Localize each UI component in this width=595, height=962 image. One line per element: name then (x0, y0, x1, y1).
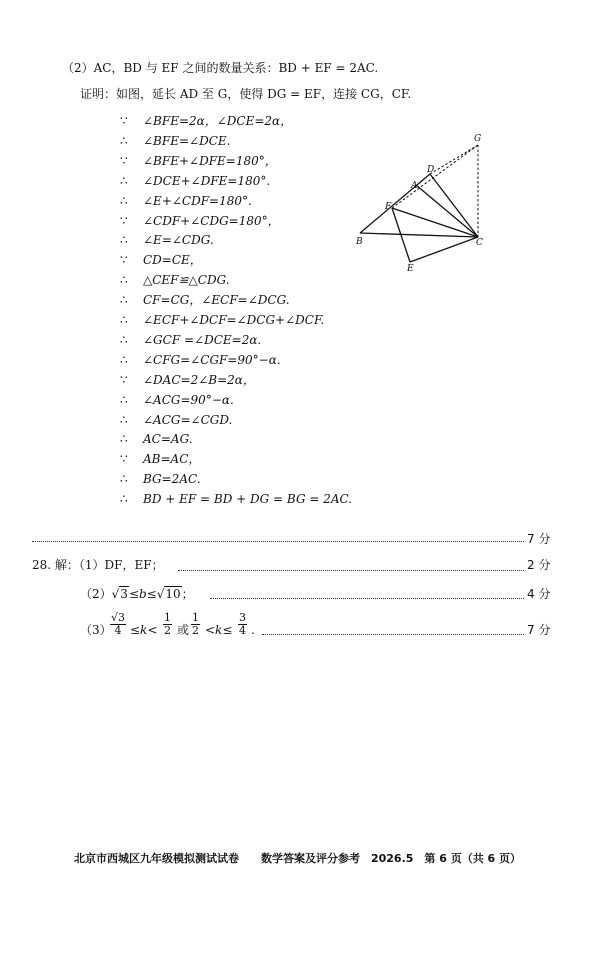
label-f: F (385, 202, 392, 212)
label-d: D (427, 165, 435, 175)
sqrt-3: √3 (111, 587, 128, 601)
step-symbol: ∴ (120, 472, 128, 487)
part2-header: （2）AC，BD 与 EF 之间的数量关系：BD + EF = 2AC. (62, 61, 379, 75)
segment-bc (360, 233, 478, 237)
fraction-1-over-2-b: $\frac{1}{2}$ (192, 611, 199, 637)
step-symbol: ∵ (120, 372, 128, 387)
step-symbol: ∴ (120, 173, 128, 188)
q28-part2-end: ； (181, 587, 194, 601)
fraction-3-over-4: $\frac{3}{4}$ (239, 611, 246, 637)
segment-dg (430, 145, 478, 174)
label-e: E (407, 264, 414, 274)
segment-dc (430, 174, 478, 237)
step-symbol: ∵ (120, 452, 128, 467)
sqrt-10: √10 (156, 587, 181, 601)
step-symbol: ∴ (120, 412, 128, 427)
step-text: △CEF≌△CDG. (143, 273, 230, 288)
label-a: A (411, 181, 418, 191)
q28-part3-end: . (251, 623, 255, 637)
step-text: ∠BFE=2α，∠DCE=2α， (143, 114, 293, 128)
score-2: 2 分 (527, 558, 551, 572)
proof-intro: 证明：如图，延长 AD 至 G，使得 DG = EF，连接 CG，CF. (80, 87, 412, 101)
score-7-b: 7 分 (527, 623, 551, 637)
step-symbol: ∴ (120, 293, 128, 308)
step-symbol: ∵ (120, 153, 128, 168)
page-footer: 北京市西城区九年级模拟测试试卷 数学答案及评分参考 2026.5 第 6 页（共 6 页） (73, 852, 522, 865)
step-text: AB=AC， (143, 452, 201, 467)
q28-part2-label: （2） (80, 587, 112, 601)
step-symbol: ∴ (120, 133, 128, 148)
q28-part2-inequality: ≤b≤ (128, 587, 157, 601)
geometry-diagram (350, 130, 500, 280)
step-symbol: ∴ (120, 273, 128, 288)
score-7-a: 7 分 (527, 532, 551, 546)
step-text: ∠ECF+∠DCF=∠DCG+∠DCF. (143, 313, 325, 327)
fraction-sqrt3-over-4: $\frac{√3}{4}$ (111, 611, 126, 637)
step-text: ∠GCF =∠DCE=2α. (143, 332, 262, 347)
step-symbol: ∵ (120, 114, 128, 128)
step-text: ∠BFE+∠DFE=180°， (143, 153, 277, 168)
step-text: CD=CE， (143, 253, 202, 268)
q28-part3-or: 或 (177, 623, 190, 637)
step-symbol: ∴ (120, 392, 128, 407)
step-text: ∠ACG=∠CGD. (143, 412, 233, 427)
step-symbol: ∴ (120, 233, 128, 248)
segment-fc (392, 208, 478, 237)
step-symbol: ∴ (120, 332, 128, 347)
step-symbol: ∵ (120, 213, 128, 228)
q28-part3-ineq-a: ≤k< (130, 623, 158, 637)
step-text: ∠DAC=2∠B=2α， (143, 372, 255, 387)
q28-part3-label: （3） (80, 623, 112, 637)
label-c: C (476, 238, 483, 248)
step-text: ∠BFE=∠DCE. (143, 133, 231, 148)
fraction-1-over-2-a: $\frac{1}{2}$ (164, 611, 171, 637)
step-text: ∠ACG=90°−α. (143, 392, 234, 407)
dotted-leader (262, 634, 524, 635)
label-g: G (474, 134, 482, 144)
dotted-leader (178, 570, 524, 571)
step-symbol: ∴ (120, 193, 128, 208)
q28-part1: 28. 解：（1）DF，EF； (32, 558, 164, 572)
step-text: ∠E+∠CDF=180°. (143, 193, 252, 208)
segment-fg (392, 145, 478, 208)
segment-bd (360, 174, 430, 233)
step-symbol: ∴ (120, 492, 128, 507)
step-text: CF=CG，∠ECF=∠DCG. (143, 293, 290, 308)
dotted-leader (210, 598, 524, 599)
dotted-leader (32, 541, 524, 542)
step-text: ∠CFG=∠CGF=90°−α. (143, 352, 281, 367)
step-text: BG=2AC. (143, 472, 201, 487)
segment-ac (416, 185, 478, 237)
score-4: 4 分 (527, 587, 551, 601)
step-text: ∠DCE+∠DFE=180°. (143, 173, 271, 188)
step-symbol: ∵ (120, 253, 128, 268)
step-text: ∠CDF+∠CDG=180°， (143, 213, 280, 228)
q28-part3-ineq-b: <k≤ (205, 623, 233, 637)
step-text: AC=AG. (143, 432, 193, 447)
label-b: B (356, 237, 363, 247)
step-symbol: ∴ (120, 352, 128, 367)
step-text: ∠E=∠CDG. (143, 233, 214, 248)
step-symbol: ∴ (120, 432, 128, 447)
step-symbol: ∴ (120, 313, 128, 327)
q28-part2 (80, 586, 194, 602)
step-text: BD + EF = BD + DG = BG = 2AC. (143, 492, 353, 507)
segment-ec (410, 237, 478, 262)
